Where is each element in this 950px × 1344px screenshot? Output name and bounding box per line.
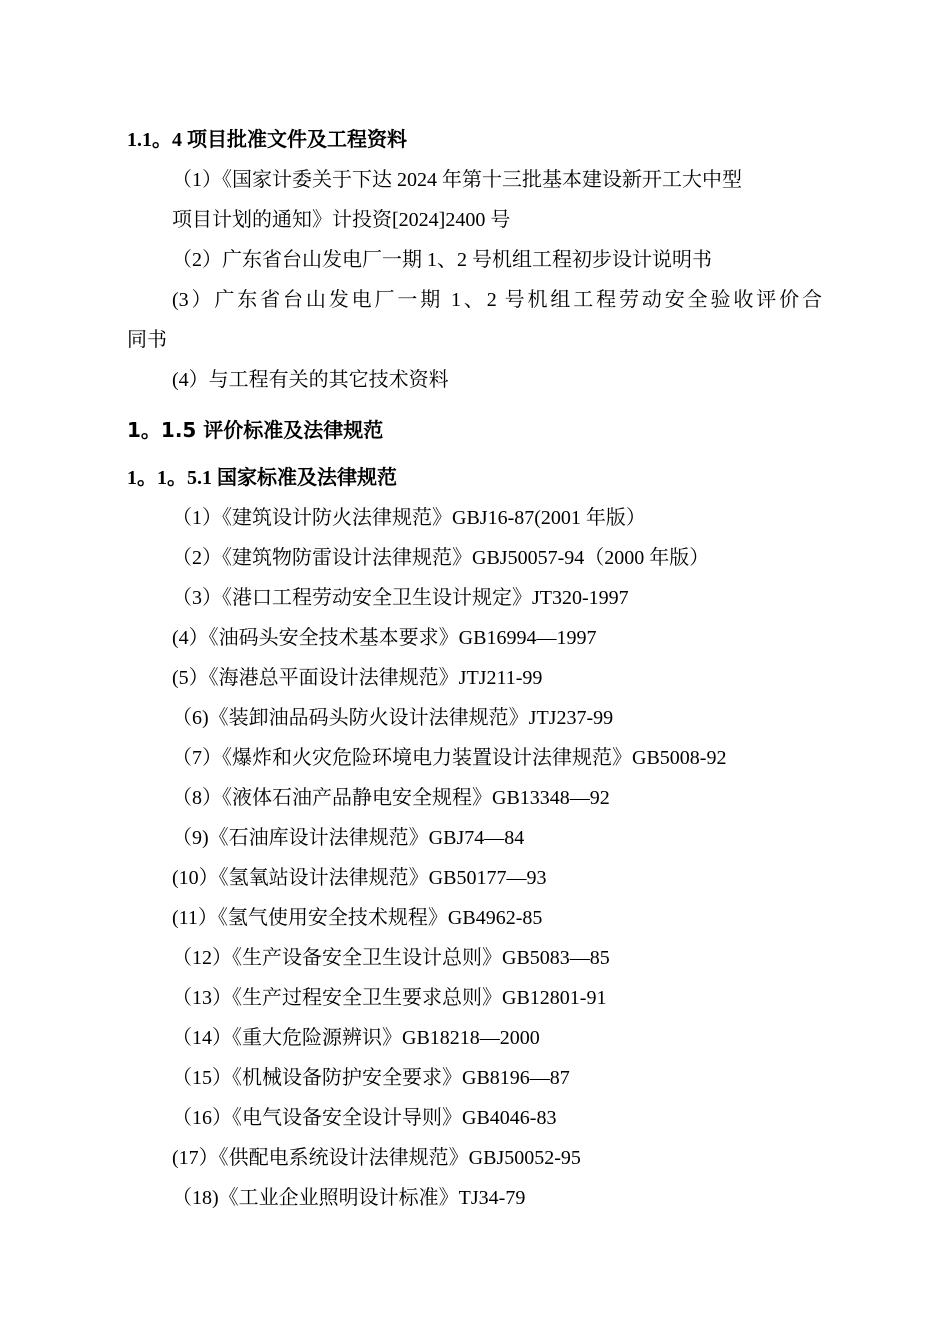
heading-1-1-5: 1。1.5 评价标准及法律规范 [127,418,384,442]
standard-item: （6)《装卸油品码头防火设计法律规范》JTJ237-99 [172,707,614,729]
standard-item: （9)《石油库设计法律规范》GBJ74—84 [172,827,525,849]
paragraph-item-2: （2）广东省台山发电厂一期 1、2 号机组工程初步设计说明书 [172,249,712,271]
standard-item: (4）《油码头安全技术基本要求》GB16994—1997 [172,627,597,649]
paragraph-item-1-line-2: 项目计划的通知》计投资[2024]2400 号 [172,209,511,231]
standard-item: （15）《机械设备防护安全要求》GB8196—87 [172,1067,570,1089]
standard-item: （2）《建筑物防雷设计法律规范》GBJ50057-94（2000 年版） [172,547,710,569]
standard-item: （12）《生产设备安全卫生设计总则》GB5083—85 [172,947,610,969]
paragraph-item-3-line-2: 同书 [127,329,167,351]
standard-item: (10）《氢氧站设计法律规范》GB50177—93 [172,867,547,889]
paragraph-item-4: (4）与工程有关的其它技术资料 [172,369,449,391]
standard-item: （14）《重大危险源辨识》GB18218—2000 [172,1027,540,1049]
standard-item: （18)《工业企业照明设计标准》TJ34-79 [172,1187,526,1209]
standard-item: （16）《电气设备安全设计导则》GB4046-83 [172,1107,557,1129]
standard-item: （1）《建筑设计防火法律规范》GBJ16-87(2001 年版） [172,507,646,529]
standard-item: （13）《生产过程安全卫生要求总则》GB12801-91 [172,987,607,1009]
heading-1-1-4: 1.1。4 项目批准文件及工程资料 [127,129,407,151]
standard-item: （3）《港口工程劳动安全卫生设计规定》JT320-1997 [172,587,629,609]
standard-item: （8）《液体石油产品静电安全规程》GB13348—92 [172,787,610,809]
standard-item: (11）《氢气使用安全技术规程》GB4962-85 [172,907,543,929]
paragraph-item-3-line-1: (3）广东省台山发电厂一期 1、2 号机组工程劳动安全验收评价合 [172,289,822,311]
heading-1-1-5-1: 1。1。5.1 国家标准及法律规范 [127,467,397,489]
paragraph-item-1-line-1: （1）《国家计委关于下达 2024 年第十三批基本建设新开工大中型 [172,169,742,191]
standard-item: (5）《海港总平面设计法律规范》JTJ211-99 [172,667,543,689]
standard-item: (17）《供配电系统设计法律规范》GBJ50052-95 [172,1147,581,1169]
standard-item: （7）《爆炸和火灾危险环境电力装置设计法律规范》GB5008-92 [172,747,727,769]
